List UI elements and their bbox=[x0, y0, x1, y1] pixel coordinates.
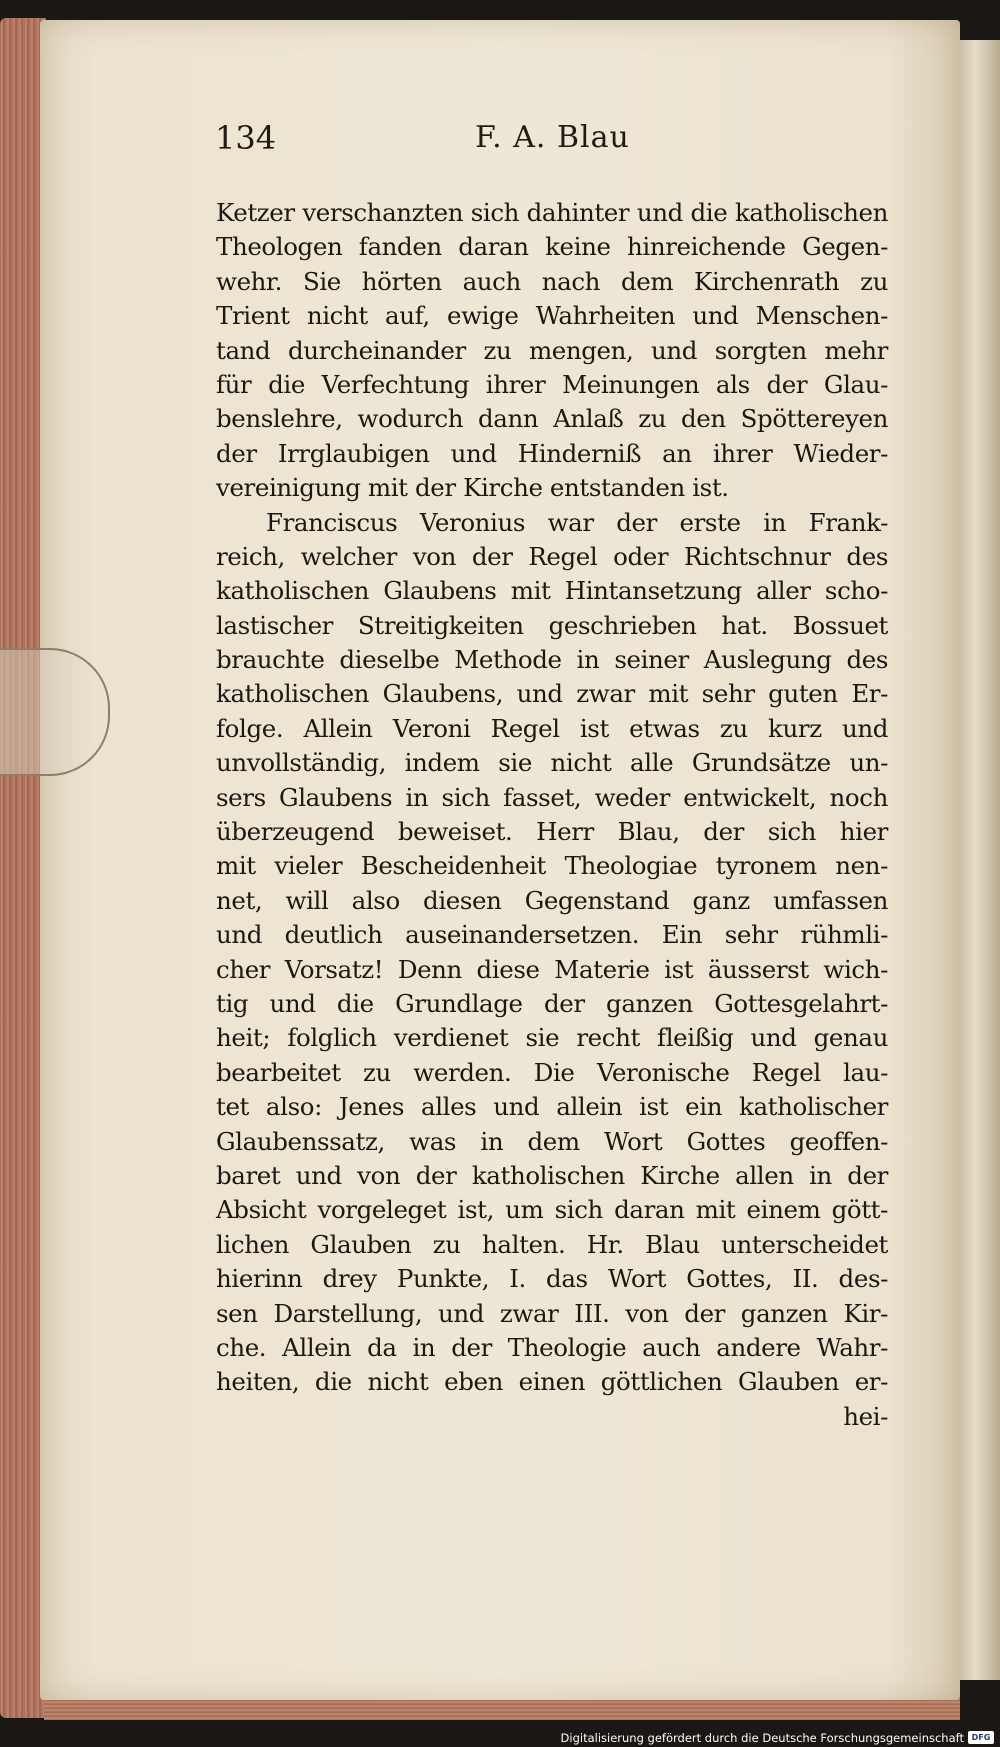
text-line: Trient nicht auf, ewige Wahrheiten und Menschen- bbox=[216, 301, 888, 331]
catchword: hei- bbox=[843, 1401, 888, 1431]
text-line: baret und von der katholischen Kirche allen in der bbox=[216, 1160, 888, 1190]
text-line: net, will also diesen Gegenstand ganz umfassen bbox=[216, 885, 888, 915]
text-line: katholischen Glaubens, und zwar mit sehr guten Er- bbox=[216, 679, 888, 709]
text-line: mit vieler Bescheidenheit Theologiae tyronem nen- bbox=[216, 851, 888, 881]
bottom-page-edges bbox=[44, 1698, 960, 1720]
text-line: sen Darstellung, und zwar III. von der ganzen Kir- bbox=[216, 1298, 888, 1328]
text-line: heiten, die nicht eben einen göttlichen Glauben er- bbox=[216, 1367, 888, 1397]
text-line: heit; folglich verdienet sie recht fleißig und genau bbox=[216, 1023, 888, 1053]
text-line: sers Glaubens in sich fasset, weder entwickelt, noch bbox=[216, 782, 888, 812]
body-text bbox=[216, 196, 888, 1434]
page-number: 134 bbox=[215, 119, 277, 157]
text-line: überzeugend beweiset. Herr Blau, der sich hier bbox=[216, 817, 888, 847]
text-line: benslehre, wodurch dann Anlaß zu den Spöttereyen bbox=[216, 404, 888, 434]
text-line: che. Allein da in der Theologie auch andere Wahr- bbox=[216, 1332, 888, 1362]
dfg-logo: DFG bbox=[968, 1731, 994, 1744]
digitization-credit: Digitalisierung gefördert durch die Deutsche Forschungsgemeinschaft bbox=[560, 1731, 964, 1745]
text-line: Theologen fanden daran keine hinreichende Gegen- bbox=[216, 232, 888, 262]
text-line: reich, welcher von der Regel oder Richtschnur des bbox=[216, 541, 888, 571]
text-line: bearbeitet zu werden. Die Veronische Regel lau- bbox=[216, 1057, 888, 1087]
text-line: brauchte dieselbe Methode in seiner Auslegung des bbox=[216, 645, 888, 675]
text-line: unvollständig, indem sie nicht alle Grundsätze un- bbox=[216, 748, 888, 778]
right-page-edge bbox=[958, 40, 1000, 1680]
text-line: tig und die Grundlage der ganzen Gottesgelahrt- bbox=[216, 988, 888, 1018]
text-line: für die Verfechtung ihrer Meinungen als der Glau- bbox=[216, 369, 888, 399]
text-line: lastischer Streitigkeiten geschrieben hat. Bossuet bbox=[216, 610, 888, 640]
text-line: Absicht vorgeleget ist, um sich daran mit einem gött- bbox=[216, 1195, 888, 1225]
text-line: Glaubenssatz, was in dem Wort Gottes geoffen- bbox=[216, 1126, 888, 1156]
text-line: folge. Allein Veroni Regel ist etwas zu kurz und bbox=[216, 713, 888, 743]
text-line: tand durcheinander zu mengen, und sorgten mehr bbox=[216, 335, 888, 365]
bookmark-clip bbox=[0, 648, 110, 776]
text-line: und deutlich auseinandersetzen. Ein sehr rühmli- bbox=[216, 920, 888, 950]
text-line: Ketzer verschanzten sich dahinter und die katholischen bbox=[216, 198, 888, 227]
text-line: wehr. Sie hörten auch nach dem Kirchenrath zu bbox=[216, 266, 888, 296]
text-line: tet also: Jenes alles und allein ist ein katholischer bbox=[216, 1092, 888, 1122]
text-line: cher Vorsatz! Denn diese Materie ist äusserst wich- bbox=[216, 954, 888, 984]
page-header bbox=[215, 118, 885, 162]
text-line: vereinigung mit der Kirche entstanden ist. bbox=[216, 473, 729, 503]
running-head: F. A. Blau bbox=[475, 120, 630, 155]
text-line: lichen Glauben zu halten. Hr. Blau unterscheidet bbox=[216, 1229, 888, 1259]
text-line: katholischen Glaubens mit Hintansetzung aller scho- bbox=[216, 576, 888, 606]
text-line: hierinn drey Punkte, I. das Wort Gottes, II. des- bbox=[216, 1264, 888, 1294]
text-line: der Irrglaubigen und Hinderniß an ihrer Wieder- bbox=[216, 438, 888, 468]
text-line: Franciscus Veronius war der erste in Frank- bbox=[266, 507, 888, 537]
